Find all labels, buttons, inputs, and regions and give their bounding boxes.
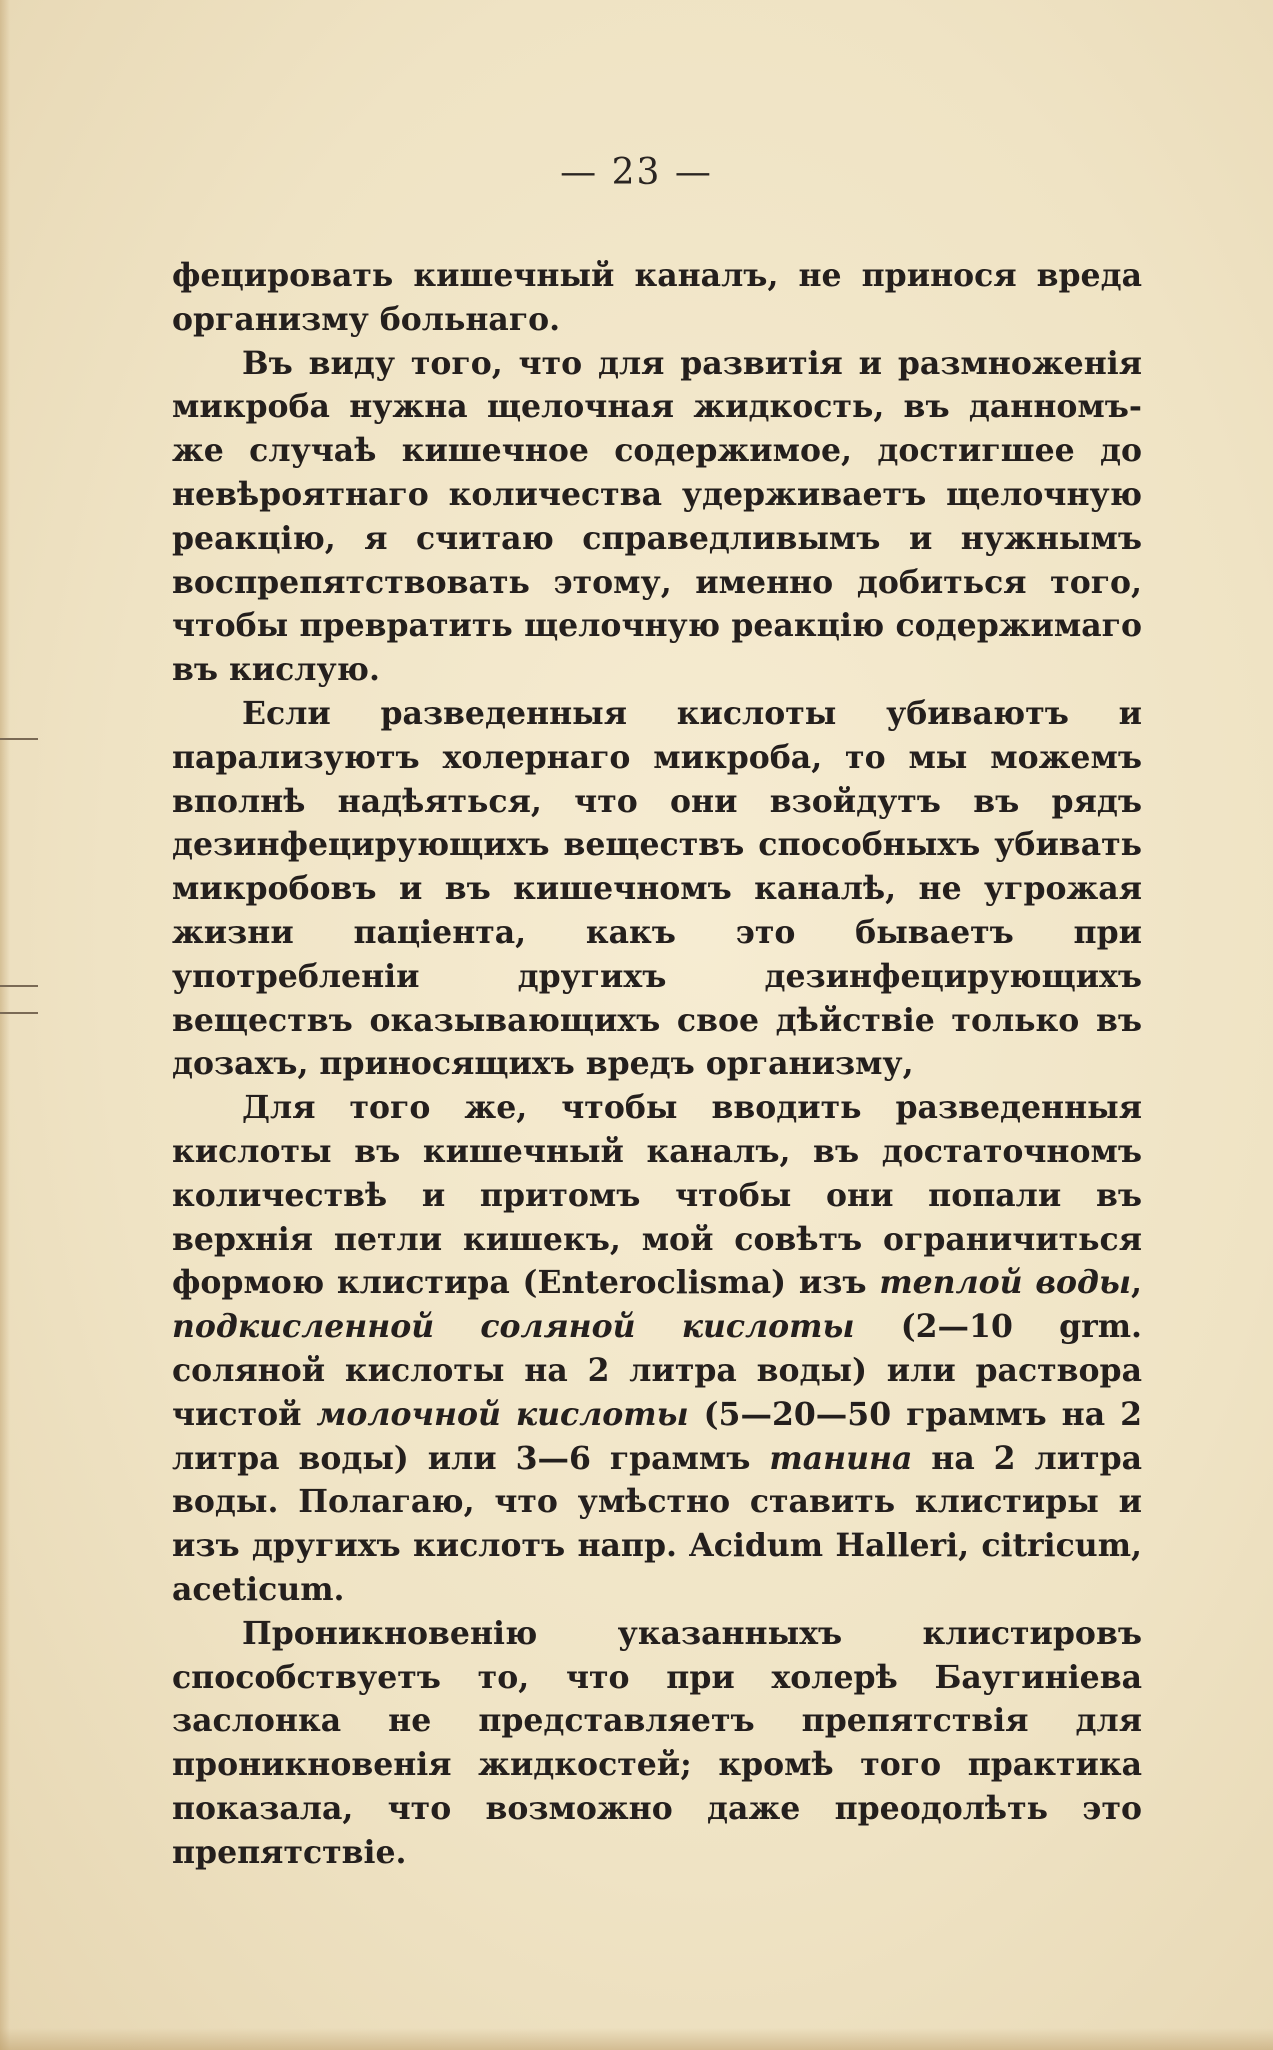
text-segment: Проникновенію указанныхъ клистировъ способствуетъ то, что при холерѣ Баугиніева заслонка не представляетъ препятствія для проникновенія жидкостей; кромѣ того практика показала, что возможно даже преодолѣть это препятствіе. — [172, 1614, 1142, 1871]
text-segment: , — [1131, 1264, 1142, 1302]
text-segment: фецировать кишечный каналъ, не принося вреда организму больнаго. — [172, 257, 1142, 338]
italic-term: молочной кислоты — [316, 1395, 689, 1433]
paragraph-p5 — [172, 1612, 1142, 1875]
body-text — [172, 254, 1142, 1874]
paragraph-p3 — [172, 692, 1142, 1086]
text-segment: (5—20—50 граммъ на 2 литра воды) или 3—6 граммъ — [172, 1395, 1143, 1477]
text-segment: Для того же, чтобы вводить разведенныя кислоты въ кишечный каналъ, въ достаточномъ количествѣ и притомъ чтобы они попали въ верхнія петли кишекъ, мой совѣтъ ограничиться формою клистира (Enteroclisma) изъ — [172, 1089, 1142, 1302]
text-segment: Если разведенныя кислоты убиваютъ и парализуютъ холернаго микроба, то мы можемъ вполнѣ надѣяться, что они взойдутъ въ рядъ дезинфецирующихъ веществъ способныхъ убивать микробовъ и въ кишечномъ каналѣ, не угрожая жизни паціента, какъ это бываетъ при употребленіи другихъ дезинфецирующихъ веществъ оказывающихъ свое дѣйствіе только въ дозахъ, приносящихъ вредъ организму, — [172, 694, 1142, 1083]
italic-term: танина — [769, 1439, 913, 1477]
italic-term: подкисленной соляной кислоты — [172, 1308, 855, 1346]
paragraph-p2 — [172, 342, 1142, 692]
margin-mark — [0, 985, 38, 987]
text-segment: на 2 литра воды. Полагаю, что умѣстно ставить клистиры и изъ другихъ кислотъ напр. Acidum Halleri, citricum, aceticum. — [172, 1439, 1143, 1608]
text-segment: Въ виду того, что для развитія и размноженія микроба нужна щелочная жидкость, въ данномъ-же случаѣ кишечное содержимое, достигшее до невѣроятнаго количества удерживаетъ щелочную реакцію, я считаю справедливымъ и нужнымъ воспрепятствовать этому, именно добиться того, чтобы превратить щелочную реакцію содержимаго въ кислую. — [172, 344, 1142, 689]
page-edge-left — [0, 0, 10, 2050]
paragraph-p1 — [172, 254, 1142, 342]
italic-term: теплой воды — [879, 1264, 1132, 1302]
margin-mark — [0, 1012, 38, 1014]
page-number: — 23 — — [560, 152, 713, 193]
margin-mark — [0, 738, 38, 740]
paragraph-p4 — [172, 1086, 1142, 1612]
page-edge-bottom — [0, 2028, 1273, 2050]
text-segment: (2—10 grm. соляной кислоты на 2 литра воды) или раствора чистой — [172, 1308, 1142, 1433]
